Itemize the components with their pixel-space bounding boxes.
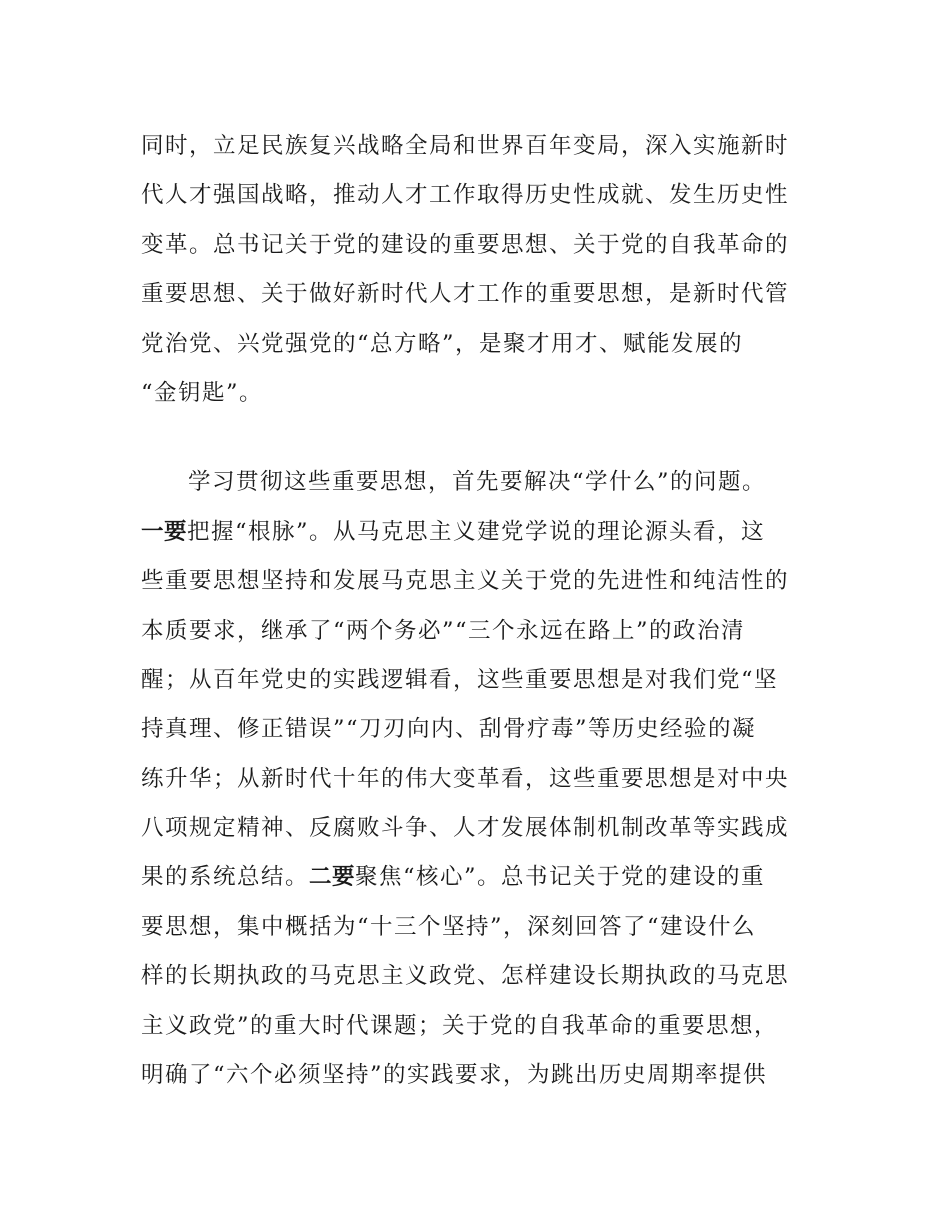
- text-line: 明确了“六个必须坚持”的实践要求，为跳出历史周期率提供: [141, 1062, 768, 1089]
- text-run: 把握“根脉”。从马克思主义建党学说的理论源头看，这: [187, 518, 766, 545]
- text-line: “金钥匙”。: [141, 379, 264, 406]
- text-line: 党治党、兴党强党的“总方略”，是聚才用才、赋能发展的: [141, 330, 744, 357]
- text-line: 持真理、修正错误”“刀刃向内、刮骨疗毒”等历史经验的凝: [141, 716, 757, 743]
- text-line: 变革。总书记关于党的建设的重要思想、关于党的自我革命的: [141, 231, 790, 258]
- text-line: 同时，立足民族复兴战略全局和世界百年变局，深入实施新时: [141, 133, 790, 159]
- paragraph-spacing: [141, 418, 821, 458]
- paragraph-2: [141, 458, 821, 1100]
- point-marker-one: 一要: [141, 518, 188, 545]
- text-line: 学习贯彻这些重要思想，首先要解决“学什么”的问题。: [188, 469, 767, 496]
- paragraph-1: [141, 122, 821, 418]
- text-run: 聚焦“核心”。总书记关于党的建设的重: [355, 864, 766, 891]
- text-line: 些重要思想坚持和发展马克思主义关于党的先进性和纯洁性的: [141, 568, 790, 595]
- text-line: [141, 853, 821, 902]
- text-line: 代人才强国战略，推动人才工作取得历史性成就、发生历史性: [141, 182, 790, 209]
- text-line: 本质要求，继承了“两个务必”“三个永远在路上”的政治清: [141, 617, 746, 644]
- text-line: 重要思想、关于做好新时代人才工作的重要思想，是新时代管: [141, 281, 790, 308]
- text-line: 主义政党”的重大时代课题；关于党的自我革命的重要思想，: [141, 1012, 779, 1039]
- text-run: 果的系统总结。: [141, 864, 310, 891]
- text-line: 样的长期执政的马克思主义政党、怎样建设长期执政的马克思: [141, 963, 790, 990]
- text-line: 要思想，集中概括为“十三个坚持”，深刻回答了“建设什么: [141, 913, 757, 940]
- text-line: 醒；从百年党史的实践逻辑看，这些重要思想是对我们党“坚: [141, 666, 779, 693]
- text-line: [141, 508, 821, 557]
- text-line: 练升华；从新时代十年的伟大变革看，这些重要思想是对中央: [141, 765, 790, 792]
- text-line: 八项规定精神、反腐败斗争、人才发展体制机制改革等实践成: [141, 815, 790, 842]
- point-marker-two: 二要: [309, 864, 356, 891]
- document-body: [141, 122, 821, 1100]
